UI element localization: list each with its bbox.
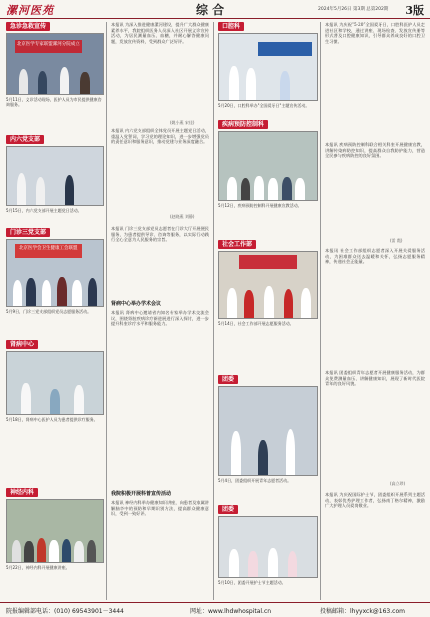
photo-figure bbox=[268, 548, 278, 577]
photo-caption: 5月18日，肾病中心医护人员为患者提供诊疗服务。 bbox=[6, 417, 98, 422]
photo-figure bbox=[26, 278, 36, 306]
newspaper-logo: 漯河医苑 bbox=[6, 4, 54, 17]
photo-figure bbox=[246, 68, 256, 100]
photo-figure bbox=[244, 290, 254, 318]
photo-training bbox=[218, 131, 318, 201]
photo-social-work bbox=[218, 251, 318, 319]
photo-figure bbox=[65, 175, 75, 205]
photo-meeting bbox=[6, 146, 104, 206]
article-text: 本报讯 团委组织青年志愿者开展健康服务活动，为群众免费测量血压、讲解健康知识，展现了新时代医院青年的良好风貌。 bbox=[325, 370, 425, 387]
article-headline: 我院积极开展科普宣传活动 bbox=[111, 491, 172, 497]
photo-nurses bbox=[218, 516, 318, 578]
photo-caption: 5月9日，门诊三党支部组织党员志愿服务活动。 bbox=[6, 309, 92, 314]
section-tag: 内六党支部 bbox=[6, 135, 44, 144]
photo-figure bbox=[254, 176, 264, 200]
article-text: 本报讯 为庆祝“5·20”全国爱牙日，口腔科医护人员走进社区和学校，通过讲座、现场检查、发放宣传册等形式普及口腔健康知识，引导群众养成良好的口腔卫生习惯。 bbox=[325, 22, 425, 44]
photo-figure bbox=[87, 540, 97, 562]
photo-figure bbox=[258, 440, 268, 475]
photo-figure bbox=[295, 178, 305, 200]
section-tag: 团委 bbox=[218, 375, 238, 384]
section-tag: 急诊急救宣传 bbox=[6, 22, 50, 31]
page-number: 3版 bbox=[405, 4, 424, 17]
photo-figure bbox=[24, 541, 34, 562]
photo-clinic bbox=[6, 33, 104, 95]
section-tag: 门诊三党支部 bbox=[6, 228, 50, 237]
photo-figure bbox=[301, 288, 311, 318]
article-byline: (高立珍) bbox=[390, 481, 406, 486]
footer-phone: 院报编辑部电话：(010) 69543901－3444 bbox=[6, 608, 124, 615]
article-text: 本报讯 内六党支部组织全体党员开展主题党日活动，重温入党誓词，学习党的理论知识，进一步增强党员的责任意识和服务意识，推动党建与业务深度融合。 bbox=[111, 128, 209, 145]
photo-dental bbox=[218, 33, 318, 101]
photo-figure bbox=[72, 280, 82, 306]
photo-figure bbox=[60, 67, 70, 94]
photo-figure bbox=[62, 539, 72, 562]
photo-figure bbox=[50, 389, 60, 414]
photo-figure bbox=[229, 549, 239, 577]
article-text: 本报讯 为深入推进健康漯河建设，提升广大群众健康素养水平，我院组织医务人员深入社区开展义诊宣传活动，为居民测量血压、血糖，并耐心解答健康问题，发放宣传资料，受到群众广泛好评。 bbox=[111, 22, 209, 44]
article-text: 本报讯 疾病预防控制科联合相关科室开展健康宣教，讲解传染病防控知识，提高群众自我防护能力，营造全民参与疾病防控的良好氛围。 bbox=[325, 142, 425, 159]
photo-figure bbox=[49, 540, 59, 562]
photo-figure bbox=[21, 383, 31, 414]
photo-figure bbox=[13, 280, 23, 306]
photo-banner: 北京医学专家联盟漯河分院成立 bbox=[15, 40, 82, 53]
article-byline: (赵晓燕 刘静) bbox=[170, 214, 195, 219]
photo-figure bbox=[88, 278, 98, 306]
photo-figure bbox=[37, 538, 47, 562]
photo-figure bbox=[74, 385, 84, 414]
photo-ward bbox=[6, 351, 104, 415]
section-tag: 口腔科 bbox=[218, 22, 244, 31]
photo-figure bbox=[231, 431, 241, 475]
photo-figure bbox=[42, 280, 52, 306]
photo-figure bbox=[227, 288, 237, 318]
photo-figure bbox=[264, 286, 274, 318]
photo-figure bbox=[248, 551, 258, 577]
photo-banner bbox=[239, 255, 298, 270]
photo-figure bbox=[12, 540, 22, 562]
column-divider bbox=[106, 22, 107, 600]
photo-figure bbox=[284, 289, 294, 318]
photo-caption: 5月22日，神经内科开展健康讲座。 bbox=[6, 565, 70, 570]
section-tag: 疾病预防控制科 bbox=[218, 120, 268, 129]
photo-banner bbox=[258, 42, 312, 57]
column-divider bbox=[320, 22, 321, 600]
footer-website: 网址：www.lhdwhospital.cn bbox=[190, 608, 272, 615]
section-tag: 团委 bbox=[218, 505, 238, 514]
article-byline: (姚小燕 宋佳) bbox=[170, 120, 195, 125]
masthead bbox=[0, 0, 430, 19]
column-divider bbox=[213, 22, 214, 600]
photo-figure bbox=[241, 178, 251, 200]
photo-caption: 5月11日，义诊活动现场，医护人员为市民提供健康咨询服务。 bbox=[6, 97, 102, 108]
page-footer bbox=[0, 602, 430, 617]
photo-caption: 5月10日，团委开展护士节主题活动。 bbox=[218, 580, 286, 585]
photo-figure bbox=[280, 71, 290, 100]
photo-figure bbox=[38, 71, 48, 94]
photo-banner: 北京医学会卫生健康工会联盟 bbox=[15, 244, 82, 259]
photo-figure bbox=[17, 173, 27, 205]
photo-figure bbox=[80, 72, 90, 94]
photo-lecture bbox=[6, 499, 104, 563]
article-text: 本报讯 门诊三党支部党员志愿者在门诊大厅开展便民服务，为患者提供导诊、咨询等服务，以实际行动践行全心全意为人民服务的宗旨。 bbox=[111, 226, 209, 243]
section-title: 综 合 bbox=[196, 3, 225, 17]
photo-figure bbox=[36, 177, 46, 205]
photo-figure bbox=[19, 69, 29, 94]
article-byline: (雷 霞) bbox=[390, 238, 403, 243]
article-text: 本报讯 神经内科举办健康知识讲座，向患者及家属讲解脑卒中的预防和早期识别方法，提高群众健康意识，受到一致好评。 bbox=[111, 500, 209, 517]
photo-caption: 5月14日，社会工作部开展志愿服务活动。 bbox=[218, 321, 294, 326]
issue-date: 2024年5月26日 第3期 总第202期 bbox=[318, 7, 389, 12]
photo-figure bbox=[282, 177, 292, 200]
photo-figure bbox=[57, 277, 67, 306]
article-text: 本报讯 社会工作部组织志愿者深入开展关爱服务活动，为困难群众送去温暖和关怀，弘扬志愿服务精神，传递社会正能量。 bbox=[325, 248, 425, 265]
photo-figure bbox=[227, 177, 237, 200]
section-tag: 神经内科 bbox=[6, 488, 38, 497]
photo-figure bbox=[268, 178, 278, 200]
footer-email: 投稿邮箱：lhyyxck@163.com bbox=[320, 608, 405, 615]
photo-caption: 5月4日，团委组织开展青年志愿者活动。 bbox=[218, 478, 292, 483]
photo-youth bbox=[218, 386, 318, 476]
article-headline: 肾病中心举办学术会议 bbox=[111, 301, 162, 307]
photo-volunteers bbox=[6, 239, 104, 307]
photo-figure bbox=[74, 541, 84, 562]
section-tag: 肾病中心 bbox=[6, 340, 38, 349]
article-text: 本报讯 肾病中心邀请省内知名专家举办学术交流会议，围绕肾脏疾病诊疗新进展进行深入探讨，进一步提升科室诊疗水平和服务能力。 bbox=[111, 310, 209, 327]
photo-caption: 5月20日，口腔科举办"全国爱牙日"主题宣传活动。 bbox=[218, 103, 310, 108]
photo-figure bbox=[288, 551, 298, 577]
photo-caption: 5月12日，疾病预防控制科开展健康宣教活动。 bbox=[218, 203, 302, 208]
photo-caption: 5月15日，内六党支部开展主题党日活动。 bbox=[6, 208, 82, 213]
article-text: 本报讯 为庆祝国际护士节，团委组织开展系列主题活动，表彰优秀护理工作者，弘扬南丁格尔精神，激励广大护理人员爱岗敬业。 bbox=[325, 492, 425, 509]
photo-figure bbox=[286, 429, 296, 475]
photo-figure bbox=[229, 66, 239, 100]
section-tag: 社会工作部 bbox=[218, 240, 256, 249]
